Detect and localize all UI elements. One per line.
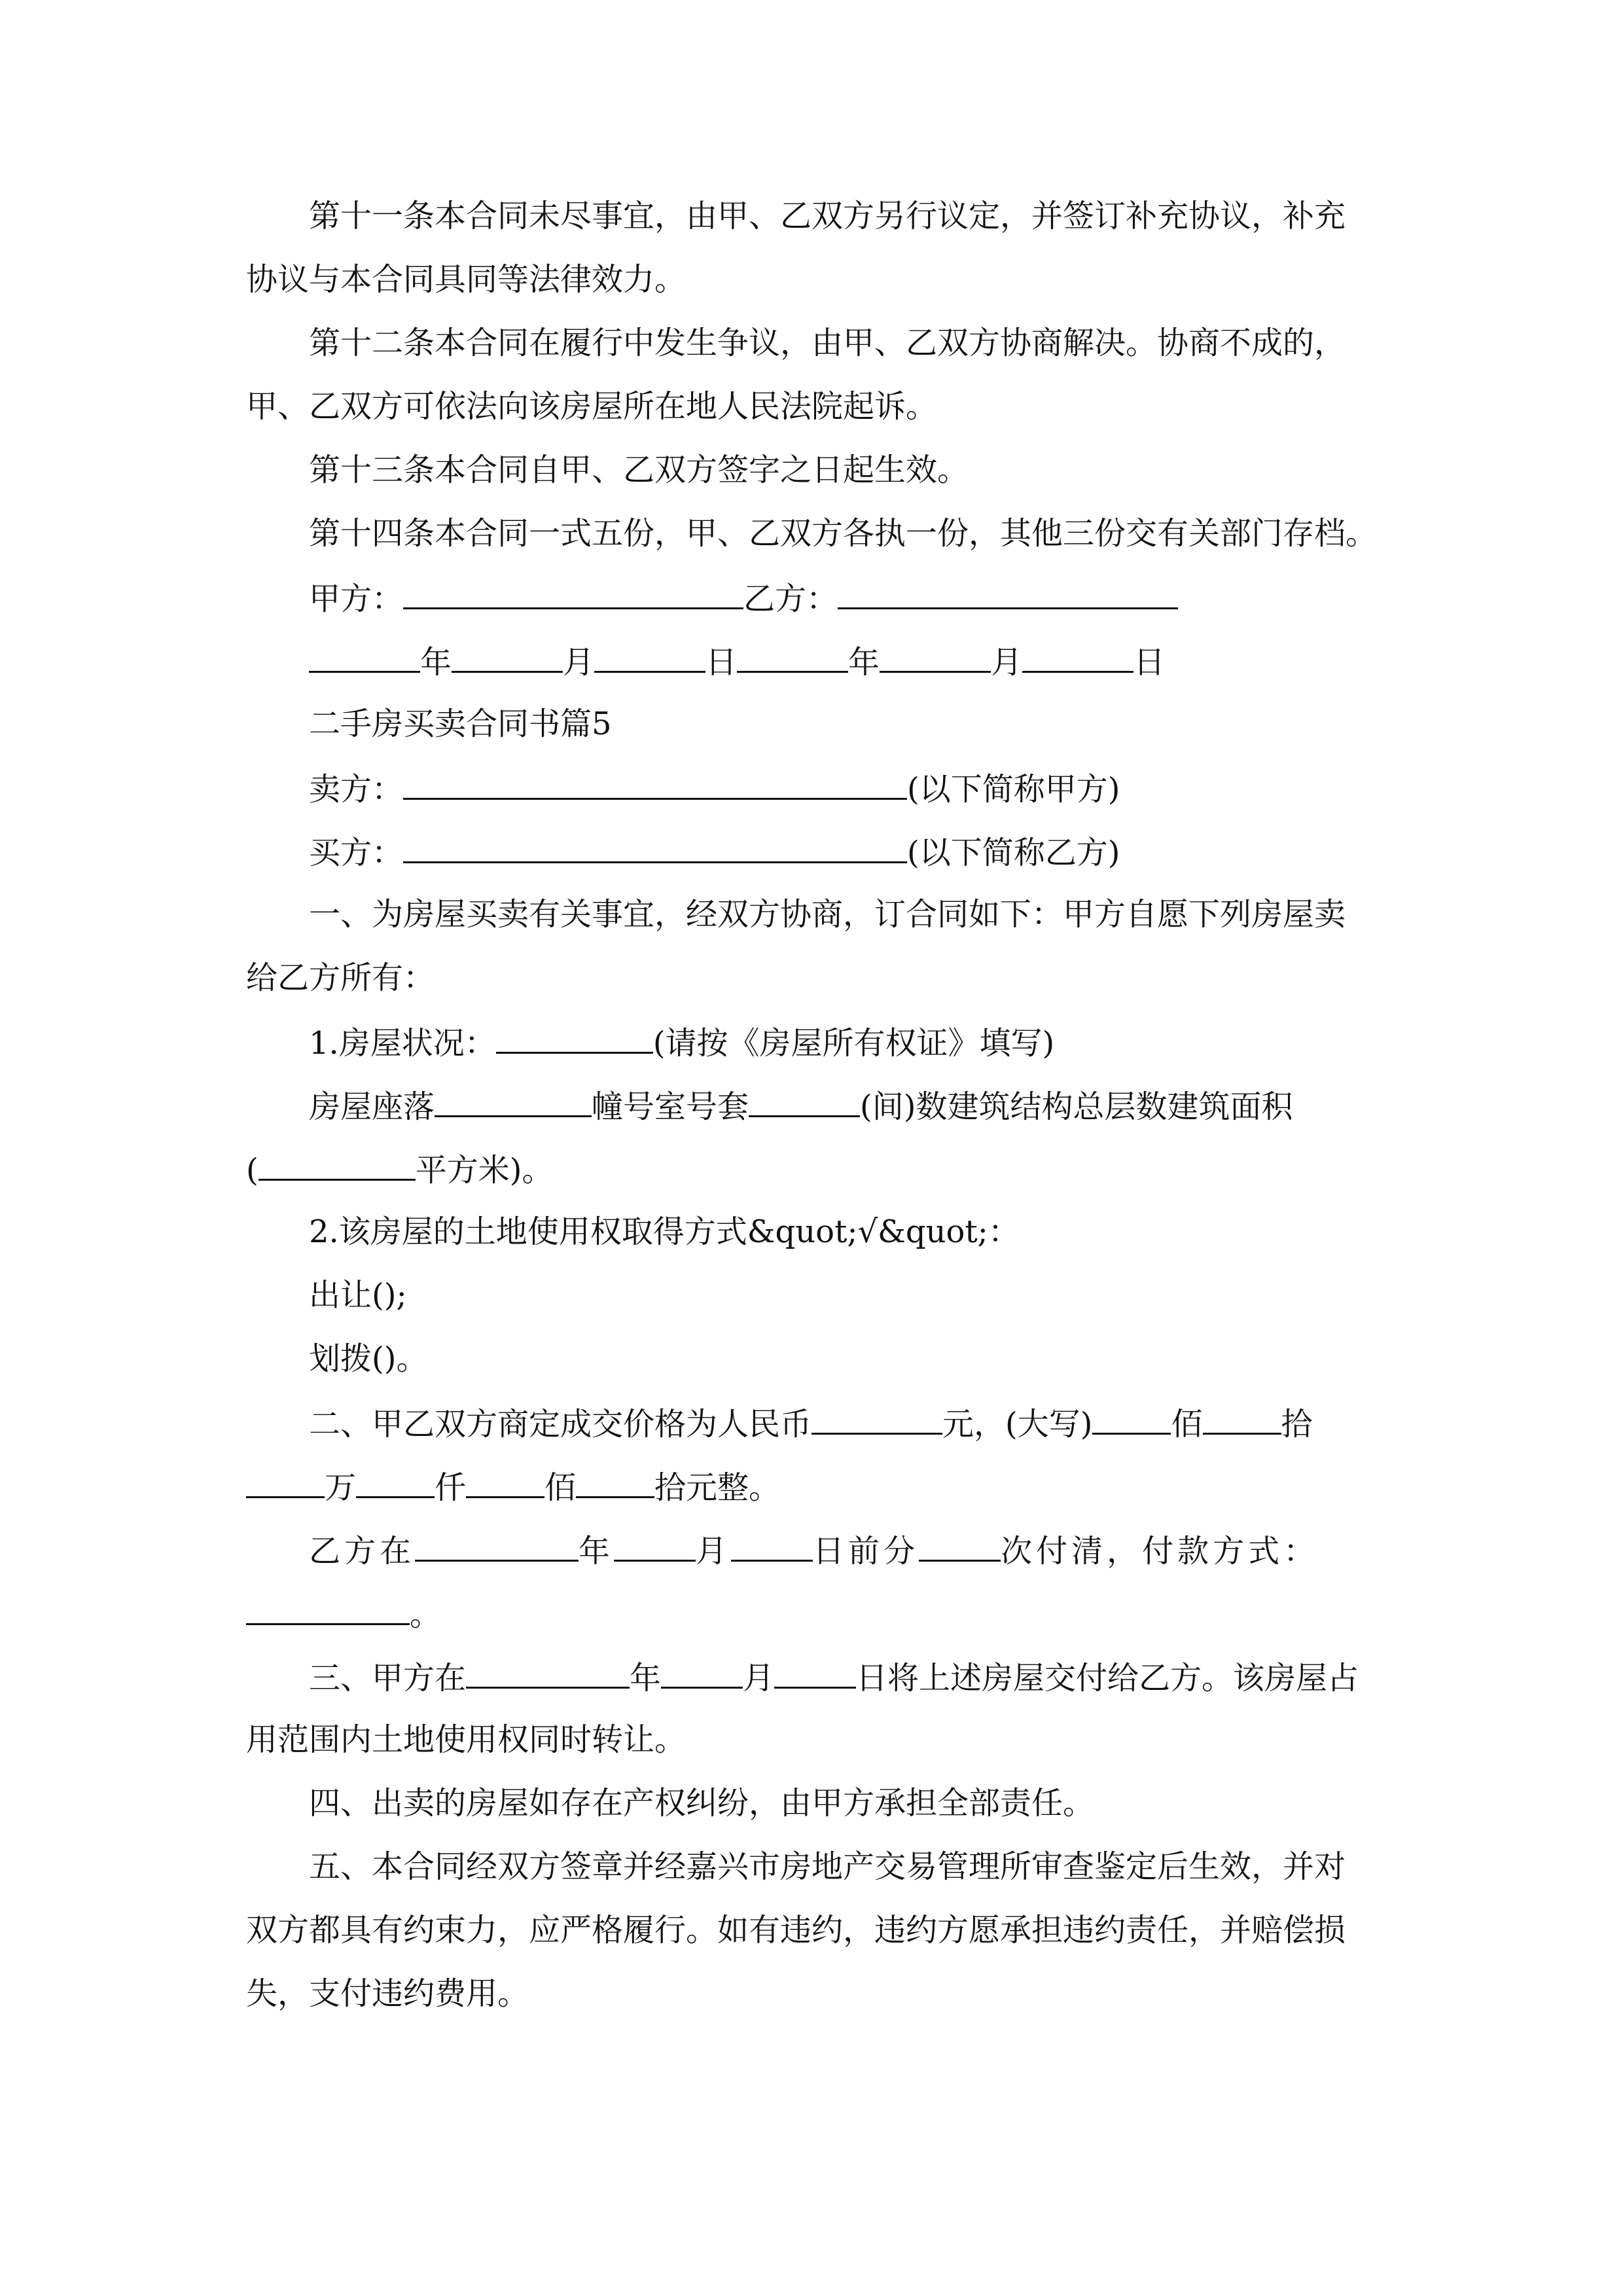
year-label: 年 <box>848 644 880 681</box>
buyer-name-blank[interactable] <box>403 831 907 863</box>
location-line-1 <box>309 1085 1293 1124</box>
wan-blank[interactable] <box>246 1466 325 1498</box>
clause-3-line-1 <box>309 1657 1359 1696</box>
clause-3-line-2: 用范围内土地使用权同时转让。 <box>246 1721 687 1758</box>
buyer-label: 买方： <box>309 834 404 871</box>
pay-times-blank[interactable] <box>919 1530 1001 1562</box>
shi-blank-2[interactable] <box>576 1466 654 1498</box>
clause-2-line-2 <box>246 1466 780 1505</box>
party-b-signature-blank[interactable] <box>838 577 1178 609</box>
shi-yuan-label: 拾元整。 <box>654 1469 781 1506</box>
delivery-label: 三、甲方在 <box>309 1660 467 1696</box>
article-11-line-1: 第十一条本合同未尽事宜，由甲、乙双方另行议定，并签订补充协议，补充 <box>309 198 1346 234</box>
pay-year-blank[interactable] <box>415 1530 579 1562</box>
section-title: 二手房买卖合同书篇5 <box>309 706 612 742</box>
delivery-month-blank[interactable] <box>661 1657 743 1689</box>
year-label: 年 <box>579 1533 615 1570</box>
price-blank[interactable] <box>812 1403 942 1435</box>
structure-label: (间)数建筑结构总层数建筑面积 <box>860 1088 1293 1125</box>
location-line-2 <box>246 1149 553 1188</box>
wan-label: 万 <box>325 1469 357 1506</box>
area-unit: 平方米)。 <box>415 1152 554 1189</box>
clause-1-line-2: 给乙方所有： <box>246 960 435 996</box>
clause-2-line-1 <box>309 1403 1313 1442</box>
seller-note: (以下简称甲方) <box>907 771 1120 808</box>
buyer-note: (以下简称乙方) <box>907 834 1120 871</box>
bai-blank-2[interactable] <box>466 1466 544 1498</box>
delivery-day-blank[interactable] <box>774 1657 856 1689</box>
payment-method-line <box>246 1593 441 1632</box>
qian-label: 仟 <box>435 1469 467 1506</box>
signature-date-line <box>309 641 1165 680</box>
payment-method-blank[interactable] <box>246 1593 410 1625</box>
year-label: 年 <box>420 644 452 681</box>
item-1-note: (请按《房屋所有权证》填写) <box>652 1025 1055 1062</box>
item-2-line: 2.该房屋的土地使用权取得方式&quot;√&quot;： <box>309 1213 1020 1250</box>
clause-4: 四、出卖的房屋如存在产权纠纷，由甲方承担全部责任。 <box>309 1785 1095 1821</box>
item-1-label: 1.房屋状况： <box>309 1025 496 1062</box>
clause-1-line-1: 一、为房屋买卖有关事宜，经双方协商，订合同如下：甲方自愿下列房屋卖 <box>309 896 1346 933</box>
location-blank[interactable] <box>435 1085 592 1117</box>
article-14: 第十四条本合同一式五份，甲、乙双方各执一份，其他三份交有关部门存档。 <box>309 515 1378 552</box>
seller-name-blank[interactable] <box>403 768 907 800</box>
year-blank-b[interactable] <box>737 641 848 673</box>
year-label: 年 <box>630 1660 662 1696</box>
pay-day-blank[interactable] <box>731 1530 813 1562</box>
clause-5-line-1: 五、本合同经双方签章并经嘉兴市房地产交易管理所审查鉴定后生效，并对 <box>309 1848 1346 1885</box>
option-transfer: 出让(); <box>309 1277 407 1314</box>
day-blank-a[interactable] <box>594 641 705 673</box>
month-blank-a[interactable] <box>452 641 563 673</box>
article-11-line-2: 协议与本合同具同等法律效力。 <box>246 261 687 298</box>
bai-label: 佰 <box>1171 1406 1203 1443</box>
price-capital-label: 元，(大写) <box>942 1406 1093 1443</box>
month-blank-b[interactable] <box>880 641 991 673</box>
shi-blank-1[interactable] <box>1203 1403 1281 1435</box>
qian-blank[interactable] <box>356 1466 435 1498</box>
payment-method-label: 次付清，付款方式： <box>1001 1533 1319 1570</box>
party-b-label: 乙方： <box>743 581 838 617</box>
article-12-line-2: 甲、乙双方可依法向该房屋所在地人民法院起诉。 <box>246 388 938 425</box>
seller-line <box>309 768 1120 807</box>
day-before-label: 日前分 <box>813 1533 919 1570</box>
day-label: 日 <box>1133 644 1166 681</box>
location-label: 房屋座落 <box>309 1088 435 1125</box>
item-1-line <box>309 1022 1054 1061</box>
building-label: 幢号室号套 <box>592 1088 749 1125</box>
area-blank[interactable] <box>259 1149 416 1181</box>
day-label: 日 <box>705 644 738 681</box>
article-12-line-1: 第十二条本合同在履行中发生争议，由甲、乙双方协商解决。协商不成的， <box>309 325 1346 361</box>
month-label: 月 <box>991 644 1023 681</box>
signature-line <box>309 577 1178 617</box>
clause-5-line-3: 失，支付违约费用。 <box>246 1975 529 2012</box>
month-label: 月 <box>743 1660 775 1696</box>
house-status-blank[interactable] <box>496 1022 653 1054</box>
bai-label: 佰 <box>544 1469 577 1506</box>
option-allocation: 划拨()。 <box>309 1340 428 1377</box>
buyer-line <box>309 831 1120 870</box>
bai-blank-1[interactable] <box>1092 1403 1171 1435</box>
period: 。 <box>410 1596 442 1633</box>
article-13: 第十三条本合同自甲、乙双方签字之日起生效。 <box>309 452 969 488</box>
clause-5-line-2: 双方都具有约束力，应严格履行。如有违约，违约方愿承担违约责任，并赔偿损 <box>246 1912 1346 1948</box>
delivery-year-blank[interactable] <box>466 1657 630 1689</box>
month-label: 月 <box>563 644 595 681</box>
month-label: 月 <box>696 1533 732 1570</box>
year-blank-a[interactable] <box>309 641 420 673</box>
seller-label: 卖方： <box>309 771 404 808</box>
shi-label: 拾 <box>1281 1406 1313 1443</box>
area-open-paren: ( <box>246 1152 259 1189</box>
party-a-label: 甲方： <box>309 581 404 617</box>
price-label: 二、甲乙双方商定成交价格为人民币 <box>309 1406 812 1443</box>
rooms-blank[interactable] <box>749 1085 860 1117</box>
payment-label: 乙方在 <box>309 1533 416 1570</box>
pay-month-blank[interactable] <box>614 1530 696 1562</box>
party-a-signature-blank[interactable] <box>403 577 743 609</box>
day-blank-b[interactable] <box>1022 641 1133 673</box>
delivery-text: 日将上述房屋交付给乙方。该房屋占 <box>856 1660 1359 1696</box>
payment-line <box>309 1530 1319 1569</box>
